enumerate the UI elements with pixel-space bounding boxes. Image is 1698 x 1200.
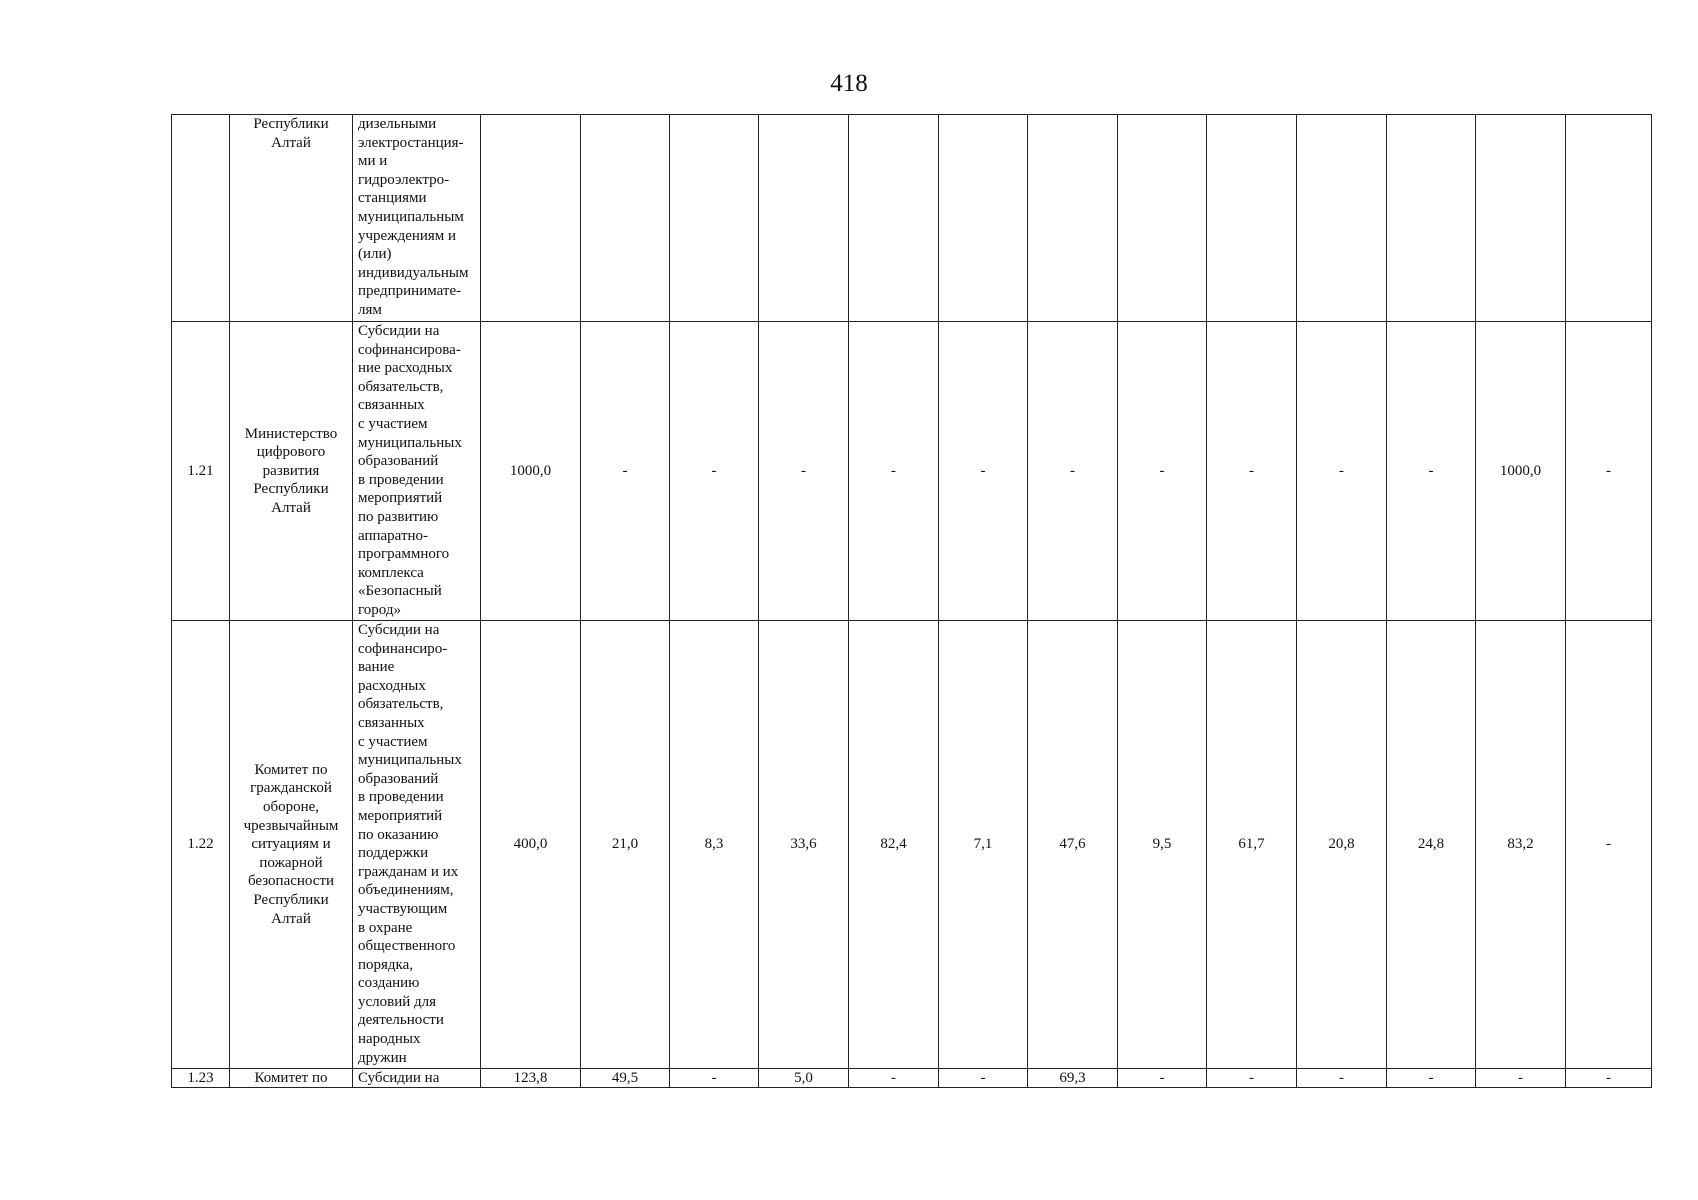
value-cell: 1000,0: [481, 322, 581, 621]
value-cell: 49,5: [581, 1069, 670, 1088]
value-cell: [1297, 115, 1387, 322]
value-cell: [1387, 115, 1476, 322]
value-cell: 69,3: [1028, 1069, 1118, 1088]
value-cell: -: [849, 322, 939, 621]
value-cell: -: [1297, 322, 1387, 621]
value-cell: -: [1028, 322, 1118, 621]
table-row: [172, 322, 1652, 621]
value-cell: 400,0: [481, 621, 581, 1069]
value-cell: 9,5: [1118, 621, 1207, 1069]
row-number-cell: 1.21: [172, 322, 230, 621]
value-cell: 82,4: [849, 621, 939, 1069]
value-cell: 61,7: [1207, 621, 1297, 1069]
value-cell: [670, 115, 759, 322]
organization-cell: Комитет по гражданской обороне, чрезвычайным ситуациям и пожарной безопасности Республики Алтай: [230, 621, 353, 1069]
value-cell: 83,2: [1476, 621, 1566, 1069]
value-cell: 20,8: [1297, 621, 1387, 1069]
value-cell: 47,6: [1028, 621, 1118, 1069]
value-cell: -: [1118, 322, 1207, 621]
value-cell: 1000,0: [1476, 322, 1566, 621]
value-cell: [481, 115, 581, 322]
value-cell: 21,0: [581, 621, 670, 1069]
value-cell: -: [939, 1069, 1028, 1088]
row-number-cell: [172, 115, 230, 322]
value-cell: 123,8: [481, 1069, 581, 1088]
value-cell: -: [1566, 621, 1652, 1069]
value-cell: [581, 115, 670, 322]
value-cell: [1476, 115, 1566, 322]
value-cell: 24,8: [1387, 621, 1476, 1069]
organization-cell: Республики Алтай: [230, 115, 353, 322]
value-cell: -: [1566, 322, 1652, 621]
value-cell: 7,1: [939, 621, 1028, 1069]
value-cell: [939, 115, 1028, 322]
value-cell: -: [1387, 1069, 1476, 1088]
description-cell: Субсидии на софинансиро- вание расходных обязательств, связанных с участием муниципальных образований в проведении мероприятий по оказанию поддержки гражданам и их объединениям, участвующим в охране общественного порядка, созданию условий для деятельности народных дружин: [353, 621, 481, 1069]
budget-table: [171, 114, 1652, 1088]
value-cell: 5,0: [759, 1069, 849, 1088]
value-cell: [1207, 115, 1297, 322]
table-row: [172, 115, 1652, 322]
value-cell: -: [1297, 1069, 1387, 1088]
value-cell: -: [1207, 322, 1297, 621]
description-cell: Субсидии на софинансирова- ние расходных обязательств, связанных с участием муниципальных образований в проведении мероприятий по развитию аппаратно- программного комплекса «Безопасный город»: [353, 322, 481, 621]
table-row: [172, 1069, 1652, 1088]
value-cell: -: [1387, 322, 1476, 621]
value-cell: -: [581, 322, 670, 621]
value-cell: -: [1476, 1069, 1566, 1088]
value-cell: -: [670, 1069, 759, 1088]
value-cell: -: [670, 322, 759, 621]
value-cell: -: [1118, 1069, 1207, 1088]
organization-cell: Комитет по: [230, 1069, 353, 1088]
organization-cell: Министерство цифрового развития Республики Алтай: [230, 322, 353, 621]
value-cell: [1566, 115, 1652, 322]
row-number-cell: 1.23: [172, 1069, 230, 1088]
value-cell: -: [759, 322, 849, 621]
value-cell: [1118, 115, 1207, 322]
value-cell: [1028, 115, 1118, 322]
value-cell: -: [849, 1069, 939, 1088]
value-cell: [849, 115, 939, 322]
value-cell: 8,3: [670, 621, 759, 1069]
description-cell: дизельными электростанция- ми и гидроэлектро- станциями муниципальным учреждениям и (или) индивидуальным предпринимате- лям: [353, 115, 481, 322]
row-number-cell: 1.22: [172, 621, 230, 1069]
value-cell: -: [1207, 1069, 1297, 1088]
value-cell: 33,6: [759, 621, 849, 1069]
value-cell: [759, 115, 849, 322]
description-cell: Субсидии на: [353, 1069, 481, 1088]
value-cell: -: [1566, 1069, 1652, 1088]
table-row: [172, 621, 1652, 1069]
value-cell: -: [939, 322, 1028, 621]
page-number: 418: [830, 70, 868, 97]
